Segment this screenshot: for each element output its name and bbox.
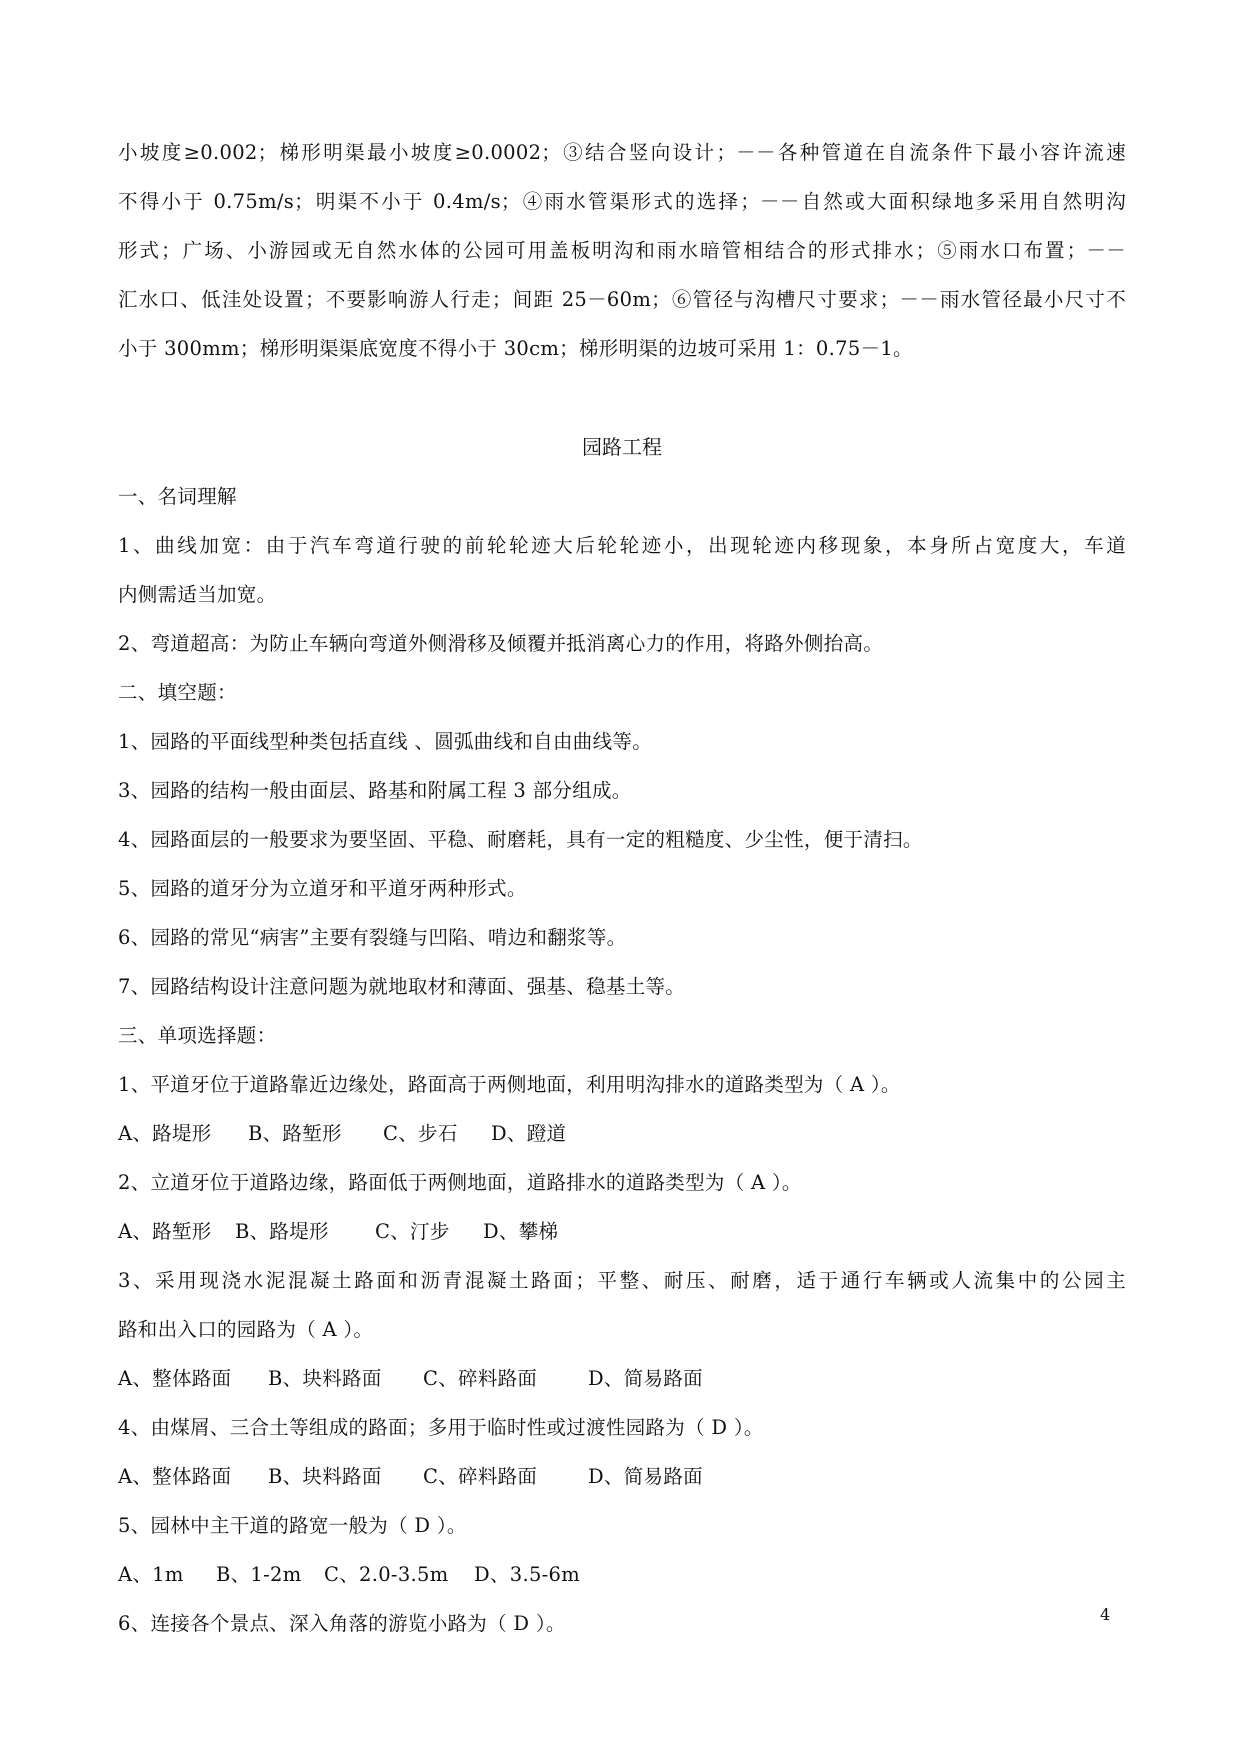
fill-blank-item: 5、园路的道牙分为立道牙和平道牙两种形式。 xyxy=(118,877,527,900)
fill-blank-item: 6、园路的常见“病害”主要有裂缝与凹陷、啃边和翻浆等。 xyxy=(118,926,627,949)
paragraph-line: 小坡度≥0.002；梯形明渠最小坡度≥0.0002；③结合竖向设计；－－各种管道在自流条件下最小容许流速 xyxy=(118,141,1126,164)
question: 1、平道牙位于道路靠近边缘处，路面高于两侧地面，利用明沟排水的道路类型为（ A ）。 xyxy=(118,1073,901,1096)
paragraph-line: 形式；广场、小游园或无自然水体的公园可用盖板明沟和雨水暗管相结合的形式排水；⑤雨水口布置；－－ xyxy=(118,239,1126,262)
question: 5、园林中主干道的路宽一般为（ D ）。 xyxy=(118,1514,467,1537)
option: C、2.0-3.5m xyxy=(324,1563,449,1586)
fill-blank-item: 4、园路面层的一般要求为要坚固、平稳、耐磨耗，具有一定的粗糙度、少尘性，便于清扫。 xyxy=(118,828,923,851)
option: C、汀步 xyxy=(375,1220,450,1243)
spacer xyxy=(118,373,1126,423)
option: D、蹬道 xyxy=(491,1122,567,1145)
option: A、整体路面 xyxy=(118,1367,232,1390)
fill-blank-item: 7、园路结构设计注意问题为就地取材和薄面、强基、稳基土等。 xyxy=(118,975,686,998)
question-continuation: 路和出入口的园路为（ A ）。 xyxy=(118,1318,374,1341)
question-options xyxy=(118,1207,1126,1256)
option: C、碎料路面 xyxy=(423,1367,538,1390)
section-title: 园路工程 xyxy=(582,435,662,459)
question-options xyxy=(118,1452,1126,1501)
option: A、路堑形 xyxy=(118,1220,212,1243)
part-heading: 三、单项选择题： xyxy=(118,1024,277,1047)
question-options xyxy=(118,1109,1126,1158)
fill-blank-item: 1、园路的平面线型种类包括直线 、圆弧曲线和自由曲线等。 xyxy=(118,730,653,753)
question: 4、由煤屑、三合土等组成的路面；多用于临时性或过渡性园路为（ D ）。 xyxy=(118,1416,764,1439)
question: 3、采用现浇水泥混凝土路面和沥青混凝土路面；平整、耐压、耐磨，适于通行车辆或人流集中的公园主 xyxy=(118,1269,1126,1292)
option: D、简易路面 xyxy=(588,1465,703,1488)
question-options xyxy=(118,1550,1126,1599)
option: A、路堤形 xyxy=(118,1122,212,1145)
paragraph-line: 小于 300mm；梯形明渠渠底宽度不得小于 30cm；梯形明渠的边坡可采用 1：0.75－1。 xyxy=(118,337,913,360)
option: A、1m xyxy=(118,1563,184,1586)
definition-item-continuation: 内侧需适当加宽。 xyxy=(118,583,277,606)
option: C、碎料路面 xyxy=(423,1465,538,1488)
part-heading: 一、名词理解 xyxy=(118,485,237,508)
fill-blank-item: 3、园路的结构一般由面层、路基和附属工程 3 部分组成。 xyxy=(118,779,632,802)
option: B、路堤形 xyxy=(235,1220,329,1243)
option: B、1-2m xyxy=(216,1563,302,1586)
option: D、攀梯 xyxy=(483,1220,559,1243)
option: D、简易路面 xyxy=(588,1367,703,1390)
paragraph-line: 汇水口、低洼处设置；不要影响游人行走；间距 25－60m；⑥管径与沟槽尺寸要求；－－雨水管径最小尺寸不 xyxy=(118,288,1126,311)
question: 6、连接各个景点、深入角落的游览小路为（ D ）。 xyxy=(118,1612,566,1635)
page-content xyxy=(118,128,1126,1648)
option: B、块料路面 xyxy=(268,1367,382,1390)
option: B、块料路面 xyxy=(268,1465,382,1488)
question: 2、立道牙位于道路边缘，路面低于两侧地面，道路排水的道路类型为（ A ）。 xyxy=(118,1171,802,1194)
paragraph-line: 不得小于 0.75m/s；明渠不小于 0.4m/s；④雨水管渠形式的选择；－－自然或大面积绿地多采用自然明沟 xyxy=(118,190,1126,213)
option: C、步石 xyxy=(383,1122,458,1145)
question-options xyxy=(118,1354,1126,1403)
definition-item: 2、弯道超高：为防止车辆向弯道外侧滑移及倾覆并抵消离心力的作用，将路外侧抬高。 xyxy=(118,632,884,655)
option: B、路堑形 xyxy=(248,1122,342,1145)
option: A、整体路面 xyxy=(118,1465,232,1488)
option: D、3.5-6m xyxy=(474,1563,581,1586)
part-heading: 二、填空题： xyxy=(118,681,237,704)
page-number: 4 xyxy=(1100,1605,1111,1624)
definition-item: 1、曲线加宽：由于汽车弯道行驶的前轮轮迹大后轮轮迹小，出现轮迹内移现象，本身所占宽度大，车道 xyxy=(118,534,1126,557)
